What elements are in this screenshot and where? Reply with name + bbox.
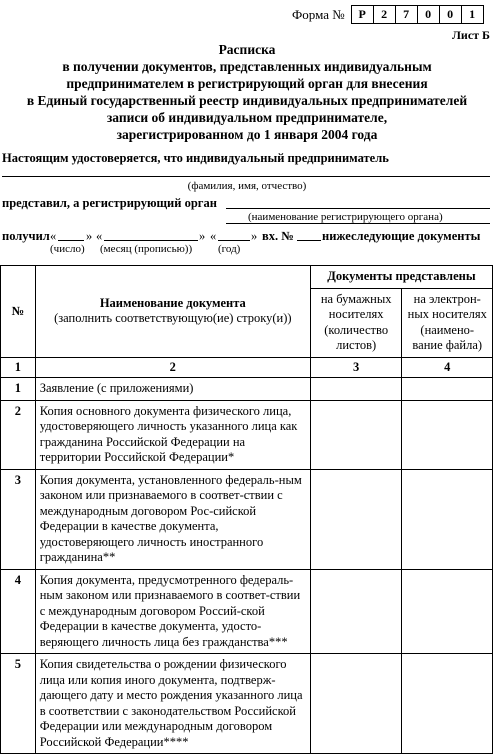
row-number: 1 [1, 378, 36, 401]
title-line: записи об индивидуальном предпринимателе, [106, 110, 388, 125]
form-code-digit: 0 [417, 6, 439, 23]
form-code-digit: 2 [373, 6, 395, 23]
day-caption: (число) [50, 243, 85, 255]
documents-table [0, 265, 493, 754]
table-row [1, 400, 493, 469]
table-row [1, 654, 493, 754]
table-header-row [1, 266, 493, 289]
electronic-file-cell[interactable] [402, 378, 493, 401]
document-name: Копия документа, установленного федераль-ным законом или признаваемого в соответ-ствии с международным договором Рос-сийской Федерации в качестве документа, удостоверяющего личность иностранного гражданина** [35, 469, 310, 569]
title-line: зарегистрированном до 1 января 2004 года [116, 127, 378, 142]
table-row [1, 469, 493, 569]
col-header-name-title: Наименование документа [99, 295, 246, 310]
document-name: Копия основного документа физического лица, удостоверяющего личность указанного лица как гражданина Российской Федерации на территории Российской Федерации* [35, 400, 310, 469]
month-field[interactable] [104, 240, 198, 241]
paper-count-cell[interactable] [310, 378, 402, 401]
paper-count-cell[interactable] [310, 469, 402, 569]
form-number [292, 5, 484, 24]
quote-close: » [86, 229, 93, 243]
quote-close: » [199, 229, 206, 243]
submitted-label: представил, а регистрирующий орган [2, 196, 217, 210]
reg-number-field[interactable] [297, 240, 321, 241]
form-code-boxes [351, 5, 484, 24]
document-name: Копия свидетельства о рождении физического лица или копия иного документа, подтверж-дающего дату и место рождения указанного лица в соответствии с законодательством Российской Федерации или международным договором Российской Федерации**** [35, 654, 310, 754]
column-number: 3 [310, 357, 402, 378]
paper-count-cell[interactable] [310, 569, 402, 654]
form-code-digit: 1 [461, 6, 483, 23]
entrepreneur-name-line[interactable] [2, 176, 490, 177]
year-caption: (год) [218, 243, 241, 255]
received-tail: нижеследующие документы [322, 229, 481, 243]
col-header-group: Документы представлены [310, 266, 492, 289]
col-header-name [35, 266, 310, 358]
received-label: получил [2, 229, 50, 243]
form-code-digit: 7 [395, 6, 417, 23]
col-header-no: № [1, 266, 36, 358]
column-number: 1 [1, 357, 36, 378]
organ-line-2 [226, 223, 490, 224]
title-line: Расписка [218, 42, 276, 57]
row-number: 5 [1, 654, 36, 754]
quote-open: « [210, 229, 217, 243]
form-number-label: Форма № [292, 6, 345, 22]
form-code-digit: Р [358, 7, 366, 21]
table-row [1, 569, 493, 654]
row-number: 2 [1, 400, 36, 469]
table-row [1, 378, 493, 401]
electronic-file-cell[interactable] [402, 569, 493, 654]
column-number-row [1, 357, 493, 378]
title-line: в Единый государственный реестр индивидуальных предпринимателей [26, 93, 468, 108]
electronic-file-cell[interactable] [402, 469, 493, 569]
received-mid: вх. № [262, 229, 294, 243]
quote-close: » [251, 229, 258, 243]
paper-count-cell[interactable] [310, 400, 402, 469]
column-number: 4 [402, 357, 493, 378]
col-header-paper: на бумажных носителях (количество листов) [310, 288, 402, 357]
title-line: предпринимателем в регистрирующий орган для внесения [66, 76, 428, 91]
row-number: 3 [1, 469, 36, 569]
paper-count-cell[interactable] [310, 654, 402, 754]
column-number: 2 [35, 357, 310, 378]
document-title [0, 41, 494, 143]
year-field[interactable] [218, 240, 250, 241]
quote-open: « [50, 229, 57, 243]
quote-open: « [96, 229, 103, 243]
month-caption: (месяц (прописью)) [100, 243, 193, 255]
electronic-file-cell[interactable] [402, 400, 493, 469]
electronic-file-cell[interactable] [402, 654, 493, 754]
document-name: Заявление (с приложениями) [35, 378, 310, 401]
day-field[interactable] [58, 240, 84, 241]
row-number: 4 [1, 569, 36, 654]
certify-text: Настоящим удостоверяется, что индивидуальный предприниматель [2, 151, 389, 165]
document-name: Копия документа, предусмотренного федераль-ным законом или признаваемого в соответ-ствии с международным договором Россий-ской Федерации в качестве документа, удосто-веряющего личность лица без гражданства*** [35, 569, 310, 654]
sheet-label: Лист Б [451, 28, 490, 42]
form-code-digit: 0 [439, 6, 461, 23]
col-header-name-note: (заполнить соответствующую(ие) строку(и)) [54, 311, 292, 326]
title-line: в получении документов, представленных индивидуальным [62, 59, 432, 74]
name-caption: (фамилия, имя, отчество) [187, 180, 307, 192]
organ-caption: (наименование регистрирующего органа) [248, 211, 443, 223]
col-header-electronic: на электрон-ных носителях (наимено-вание файла) [402, 288, 493, 357]
organ-line-1[interactable] [226, 208, 490, 209]
